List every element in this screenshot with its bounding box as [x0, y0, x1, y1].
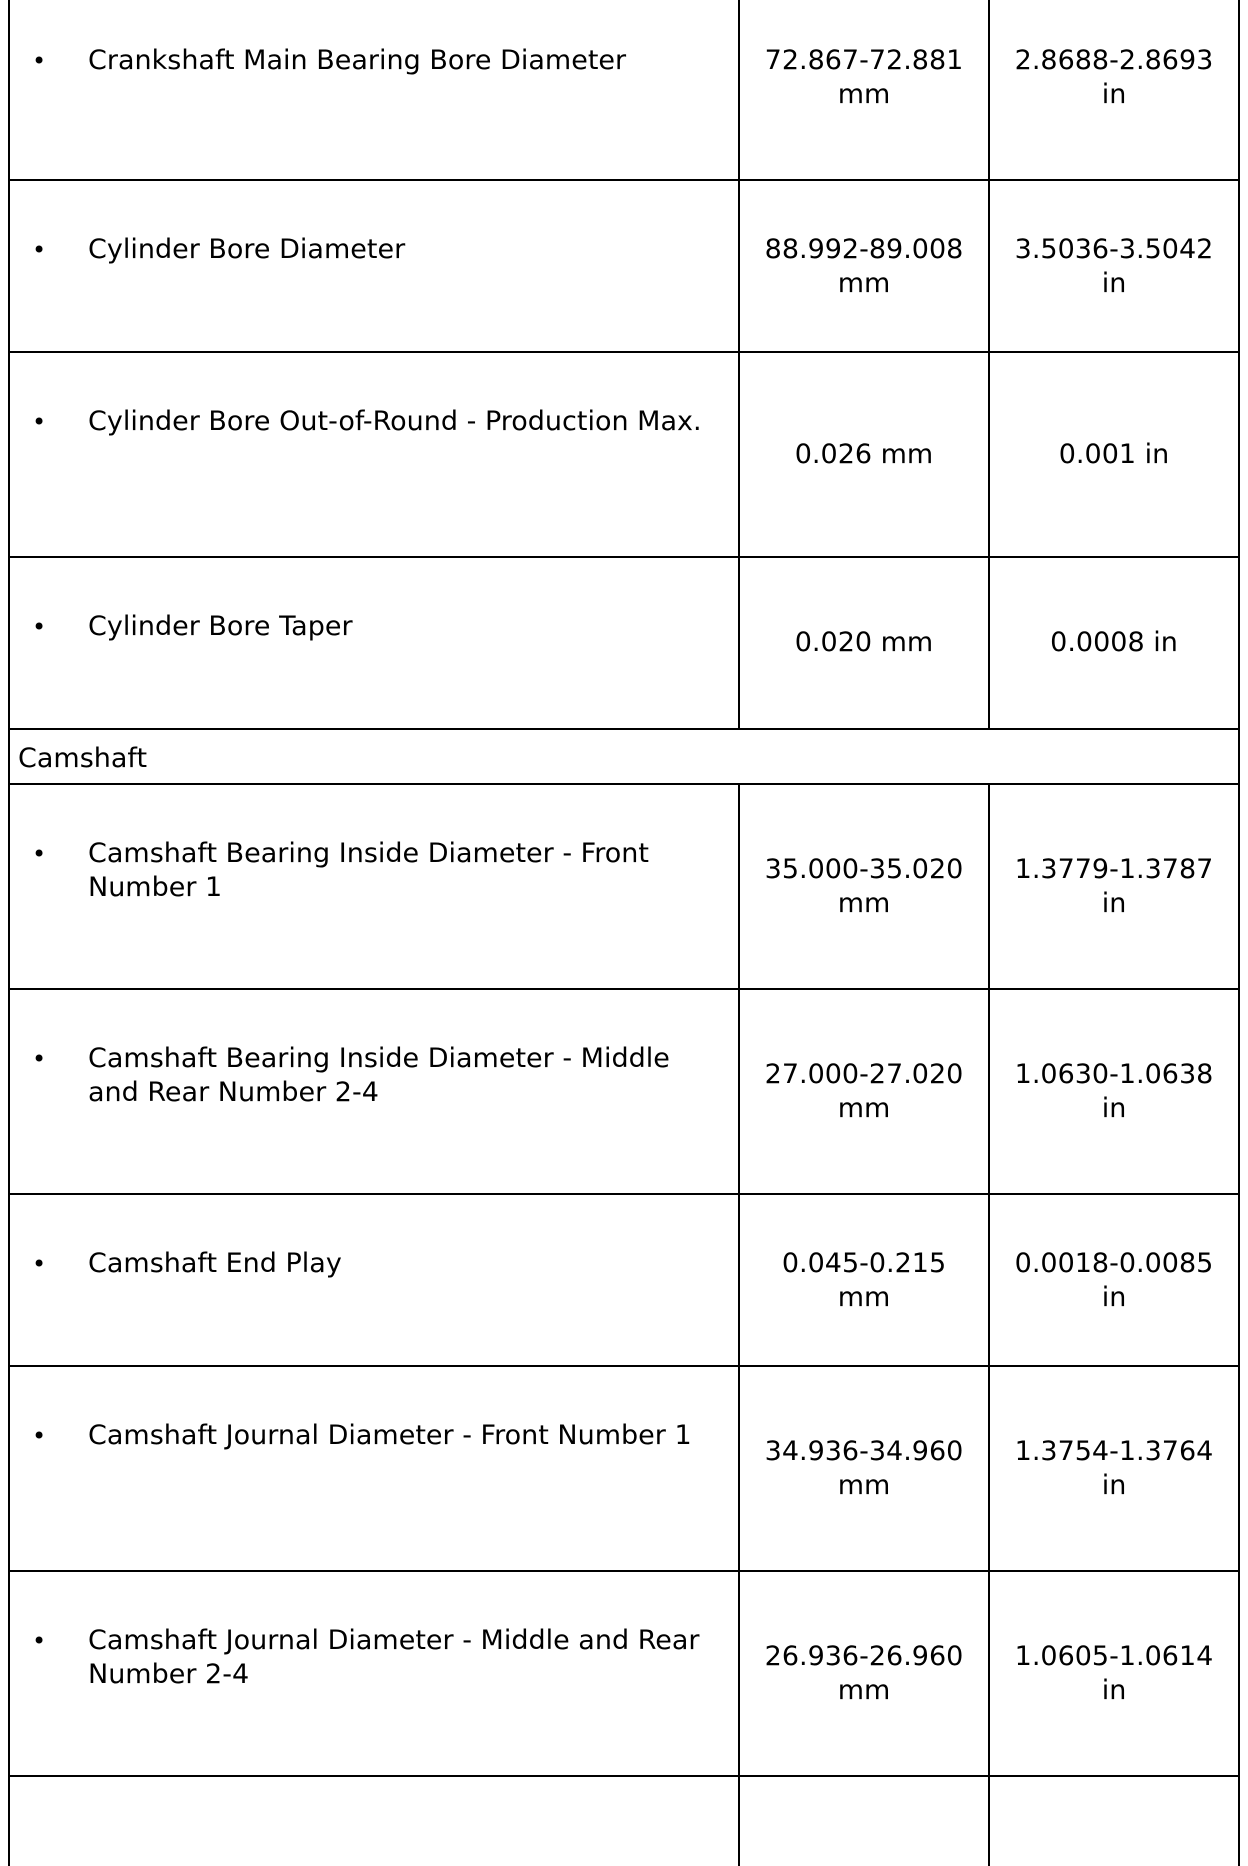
spec-description-cell: [9, 1194, 739, 1366]
spec-description: Camshaft Bearing Inside Diameter - Middle and Rear Number 2-4: [88, 1043, 670, 1108]
metric-value-cell: [739, 1194, 989, 1366]
imperial-value-cell: [989, 1571, 1239, 1776]
spec-description-cell: [9, 1571, 739, 1776]
spec-description-cell: [9, 1366, 739, 1571]
metric-value: 0.045-0.215: [781, 1248, 947, 1279]
bullet-icon: •: [32, 47, 47, 75]
imperial-value: 3.5036-3.5042: [1014, 234, 1214, 265]
metric-value-cell: [739, 784, 989, 989]
spec-description-cell: [9, 557, 739, 729]
imperial-value: 1.0630-1.0638: [1014, 1058, 1214, 1090]
imperial-value: 0.0018-0.0085: [1014, 1248, 1214, 1279]
table-row-partial: [9, 1776, 1239, 1866]
table-row: [9, 557, 1239, 729]
metric-value-cell: [739, 180, 989, 352]
section-heading: Camshaft: [9, 729, 1239, 784]
imperial-value-cell: [989, 180, 1239, 352]
imperial-value-cell: [989, 1194, 1239, 1366]
imperial-value-cell: [989, 784, 1239, 989]
spec-description-cell: [9, 989, 739, 1194]
spec-description: Cylinder Bore Out-of-Round - Production Max.: [88, 406, 702, 437]
metric-value: 34.936-34.960: [764, 1435, 964, 1467]
metric-value-cell: [739, 1366, 989, 1571]
metric-unit: mm: [837, 1092, 891, 1124]
spec-description: Crankshaft Main Bearing Bore Diameter: [88, 45, 627, 76]
metric-value-cell: [739, 352, 989, 557]
table-row: [9, 1571, 1239, 1776]
spec-description: Camshaft Bearing Inside Diameter - Front Number 1: [88, 838, 649, 903]
metric-value-cell: [739, 1571, 989, 1776]
section-row: [9, 729, 1239, 784]
imperial-value: 0.001 in: [1058, 438, 1170, 470]
table-row: [9, 1366, 1239, 1571]
bullet-icon: •: [32, 1045, 47, 1073]
imperial-unit: in: [1101, 1674, 1127, 1706]
metric-value: 0.026 mm: [794, 438, 934, 470]
imperial-value-cell: [989, 0, 1239, 180]
empty-cell: [739, 1776, 989, 1866]
imperial-value: 0.0008 in: [1050, 627, 1178, 658]
bullet-icon: •: [32, 236, 47, 264]
table-row: [9, 352, 1239, 557]
spec-description-cell: [9, 784, 739, 989]
imperial-unit: in: [1101, 887, 1127, 919]
imperial-unit: in: [1101, 1469, 1127, 1501]
specifications-table: [8, 0, 1240, 1866]
spec-description: Camshaft End Play: [88, 1248, 342, 1279]
bullet-icon: •: [32, 1627, 47, 1655]
table-row: [9, 1194, 1239, 1366]
imperial-value: 2.8688-2.8693: [1014, 45, 1214, 76]
bullet-icon: •: [32, 1250, 47, 1278]
metric-unit: mm: [837, 268, 891, 299]
metric-value: 88.992-89.008: [764, 234, 964, 265]
table-row: [9, 180, 1239, 352]
metric-value: 26.936-26.960: [764, 1640, 964, 1672]
imperial-value-cell: [989, 557, 1239, 729]
table-row: [9, 0, 1239, 180]
imperial-unit: in: [1101, 1282, 1127, 1313]
metric-value-cell: [739, 0, 989, 180]
imperial-value-cell: [989, 989, 1239, 1194]
imperial-value: 1.3779-1.3787: [1014, 853, 1214, 885]
metric-value: 35.000-35.020: [764, 853, 964, 885]
bullet-icon: •: [32, 408, 47, 436]
imperial-value: 1.3754-1.3764: [1014, 1435, 1214, 1467]
empty-cell: [9, 1776, 739, 1866]
imperial-unit: in: [1101, 268, 1127, 299]
metric-value: 72.867-72.881: [764, 45, 964, 76]
spec-description: Camshaft Journal Diameter - Front Number 1: [88, 1420, 692, 1451]
spec-description: Cylinder Bore Taper: [88, 611, 353, 642]
spec-description-cell: [9, 0, 739, 180]
metric-unit: mm: [837, 1674, 891, 1706]
empty-cell: [989, 1776, 1239, 1866]
imperial-value: 1.0605-1.0614: [1014, 1640, 1214, 1672]
table-row: [9, 989, 1239, 1194]
imperial-value-cell: [989, 352, 1239, 557]
metric-unit: mm: [837, 1282, 891, 1313]
metric-unit: mm: [837, 887, 891, 919]
metric-unit: mm: [837, 79, 891, 110]
spec-description-cell: [9, 352, 739, 557]
metric-value: 0.020 mm: [794, 627, 934, 658]
bullet-icon: •: [32, 613, 47, 641]
metric-value: 27.000-27.020: [764, 1058, 964, 1090]
metric-value-cell: [739, 989, 989, 1194]
spec-description: Cylinder Bore Diameter: [88, 234, 406, 265]
table-row: [9, 784, 1239, 989]
metric-value-cell: [739, 557, 989, 729]
spec-description: Camshaft Journal Diameter - Middle and Rear Number 2-4: [88, 1625, 700, 1690]
bullet-icon: •: [32, 840, 47, 868]
spec-description-cell: [9, 180, 739, 352]
imperial-value-cell: [989, 1366, 1239, 1571]
imperial-unit: in: [1101, 79, 1127, 110]
metric-unit: mm: [837, 1469, 891, 1501]
imperial-unit: in: [1101, 1092, 1127, 1124]
bullet-icon: •: [32, 1422, 47, 1450]
